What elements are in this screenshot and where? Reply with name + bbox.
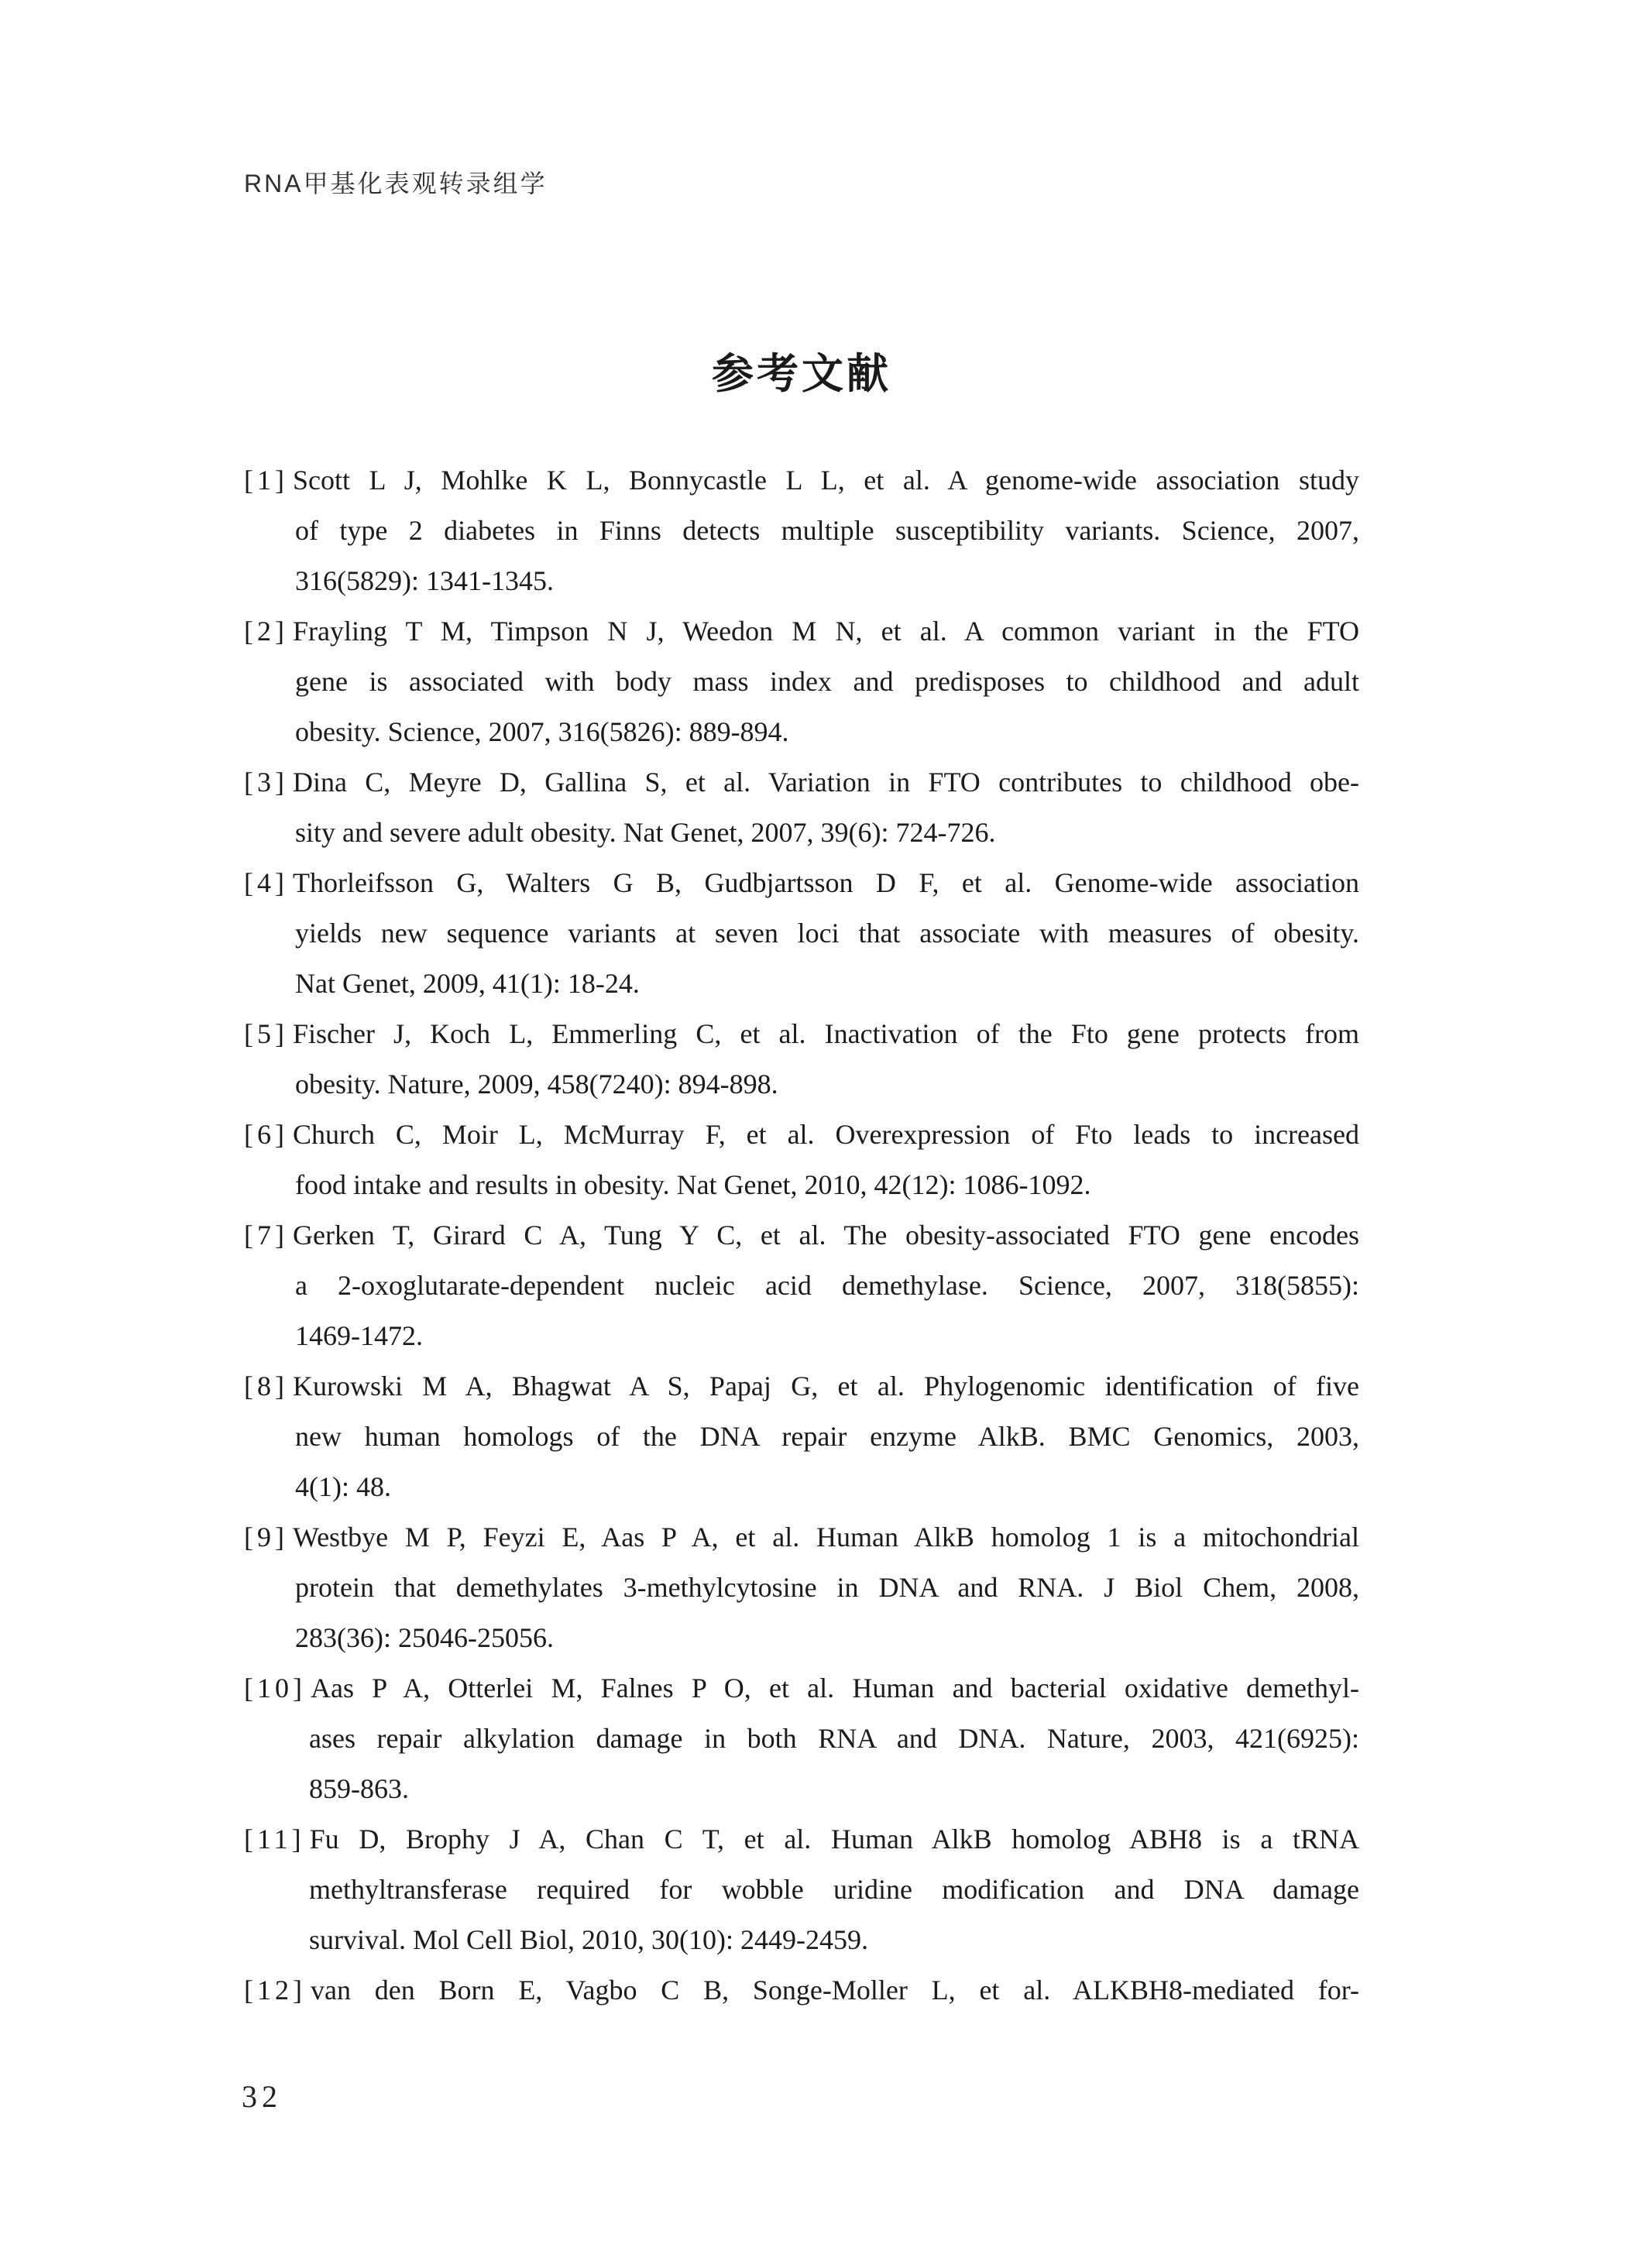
reference-marker: [1] xyxy=(244,465,288,496)
reference-line xyxy=(244,1210,1359,1261)
reference-item xyxy=(244,1361,1359,1512)
reference-line xyxy=(244,1361,1359,1412)
reference-line xyxy=(244,1965,1359,2016)
reference-text: Thorleifsson G, Walters G B, Gudbjartsson D F, et al. Genome-wide association xyxy=(292,867,1359,898)
reference-item xyxy=(244,1965,1359,2016)
reference-item xyxy=(244,1663,1359,1814)
reference-marker: [5] xyxy=(244,1018,288,1049)
reference-line: survival. Mol Cell Biol, 2010, 30(10): 2449-2459. xyxy=(309,1924,868,1955)
reference-line xyxy=(244,606,1359,657)
reference-item xyxy=(244,757,1359,858)
reference-marker: [11] xyxy=(244,1824,305,1855)
reference-line xyxy=(244,757,1359,808)
reference-text: Church C, Moir L, McMurray F, et al. Overexpression of Fto leads to increased xyxy=(292,1119,1359,1150)
reference-item xyxy=(244,858,1359,1009)
reference-line: 1469-1472. xyxy=(295,1320,423,1351)
reference-text: Fischer J, Koch L, Emmerling C, et al. Inactivation of the Fto gene protects from xyxy=(292,1018,1359,1049)
reference-line xyxy=(244,1814,1359,1865)
reference-text: Kurowski M A, Bhagwat A S, Papaj G, et al. Phylogenomic identification of five xyxy=(292,1371,1359,1402)
reference-marker: [9] xyxy=(244,1522,288,1553)
reference-item xyxy=(244,606,1359,757)
reference-item xyxy=(244,1814,1359,1965)
reference-marker: [7] xyxy=(244,1220,288,1251)
reference-item xyxy=(244,1210,1359,1361)
reference-line xyxy=(244,1663,1359,1714)
reference-line: obesity. Science, 2007, 316(5826): 889-894. xyxy=(295,716,789,747)
reference-text: Frayling T M, Timpson N J, Weedon M N, et al. A common variant in the FTO xyxy=(292,616,1359,647)
reference-text: Fu D, Brophy J A, Chan C T, et al. Human AlkB homolog ABH8 is a tRNA xyxy=(309,1824,1359,1855)
reference-item xyxy=(244,1110,1359,1210)
reference-line: 4(1): 48. xyxy=(295,1471,391,1502)
reference-text: Scott L J, Mohlke K L, Bonnycastle L L, et al. A genome-wide association study xyxy=(292,465,1359,496)
reference-line: 283(36): 25046-25056. xyxy=(295,1622,554,1653)
reference-marker: [2] xyxy=(244,616,288,647)
reference-marker: [3] xyxy=(244,767,288,798)
reference-line: protein that demethylates 3-methylcytosine in DNA and RNA. J Biol Chem, 2008, xyxy=(295,1572,1359,1603)
reference-line: new human homologs of the DNA repair enzyme AlkB. BMC Genomics, 2003, xyxy=(295,1421,1359,1452)
reference-text: Dina C, Meyre D, Gallina S, et al. Variation in FTO contributes to childhood obe- xyxy=(292,767,1359,798)
reference-line: gene is associated with body mass index and predisposes to childhood and adult xyxy=(295,666,1359,697)
reference-marker: [12] xyxy=(244,1975,306,2006)
reference-line: food intake and results in obesity. Nat Genet, 2010, 42(12): 1086-1092. xyxy=(295,1169,1091,1200)
reference-line: a 2-oxoglutarate-dependent nucleic acid demethylase. Science, 2007, 318(5855): xyxy=(295,1270,1359,1301)
reference-line: ases repair alkylation damage in both RNA and DNA. Nature, 2003, 421(6925): xyxy=(309,1723,1359,1754)
reference-text: Gerken T, Girard C A, Tung Y C, et al. The obesity-associated FTO gene encodes xyxy=(292,1220,1359,1251)
reference-marker: [4] xyxy=(244,867,288,898)
reference-item xyxy=(244,455,1359,606)
reference-item xyxy=(244,1512,1359,1663)
reference-line: yields new sequence variants at seven loci that associate with measures of obesity. xyxy=(295,918,1359,949)
reference-line xyxy=(244,1009,1359,1059)
reference-line xyxy=(244,455,1359,506)
reference-marker: [6] xyxy=(244,1119,288,1150)
reference-line xyxy=(244,858,1359,908)
reference-line xyxy=(244,1110,1359,1160)
reference-line xyxy=(244,1512,1359,1563)
reference-line: obesity. Nature, 2009, 458(7240): 894-898. xyxy=(295,1069,778,1100)
page-title: 参考文献 xyxy=(712,351,891,397)
reference-text: Aas P A, Otterlei M, Falnes P O, et al. Human and bacterial oxidative demethyl- xyxy=(310,1673,1359,1704)
reference-marker: [10] xyxy=(244,1673,306,1704)
reference-item xyxy=(244,1009,1359,1110)
reference-list xyxy=(244,455,1359,2016)
reference-line: sity and severe adult obesity. Nat Genet, 2007, 39(6): 724-726. xyxy=(295,817,996,848)
reference-line: 859-863. xyxy=(309,1773,409,1804)
reference-text: Westbye M P, Feyzi E, Aas P A, et al. Human AlkB homolog 1 is a mitochondrial xyxy=(292,1522,1359,1553)
reference-line: of type 2 diabetes in Finns detects multiple susceptibility variants. Science, 2007, xyxy=(295,515,1359,546)
reference-text: van den Born E, Vagbo C B, Songe-Moller L, et al. ALKBH8-mediated for- xyxy=(310,1975,1359,2006)
reference-line: Nat Genet, 2009, 41(1): 18-24. xyxy=(295,968,640,999)
reference-line: 316(5829): 1341-1345. xyxy=(295,565,554,596)
running-header: RNA甲基化表观转录组学 xyxy=(244,170,548,197)
reference-line: methyltransferase required for wobble uridine modification and DNA damage xyxy=(309,1874,1359,1905)
page-number: 32 xyxy=(242,2079,282,2114)
reference-marker: [8] xyxy=(244,1371,288,1402)
